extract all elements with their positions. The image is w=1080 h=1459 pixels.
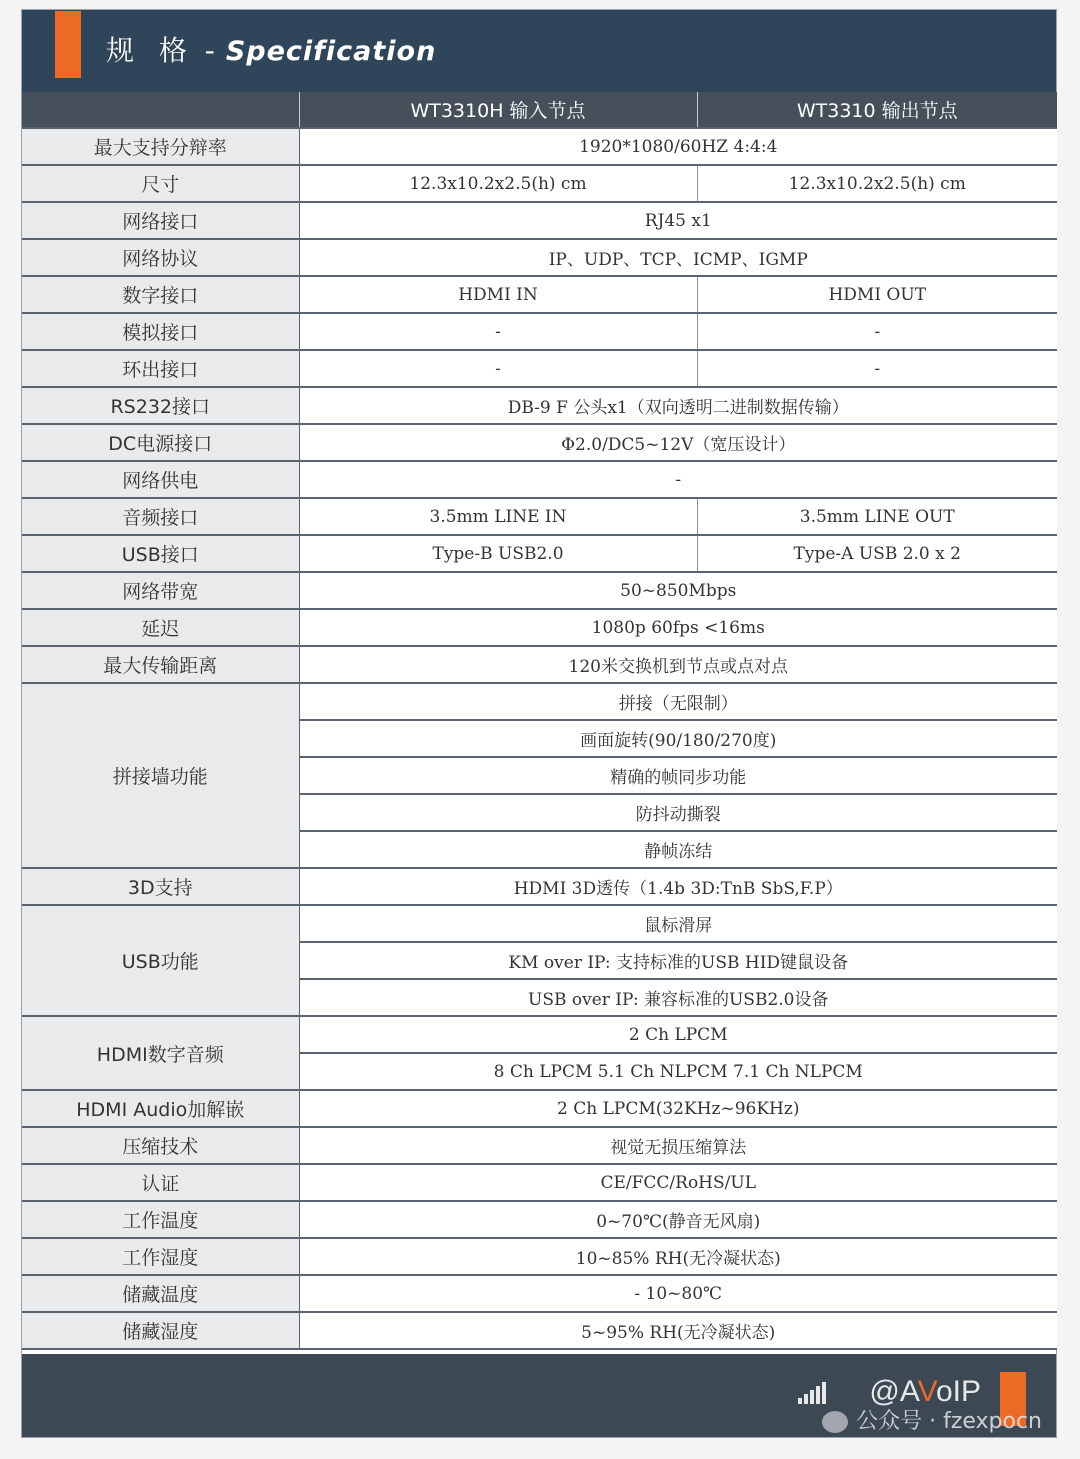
row-label: 环出接口 — [22, 350, 299, 387]
title-separator: - — [194, 34, 226, 67]
row-value: 画面旋转(90/180/270度) — [299, 720, 1057, 757]
row-value: RJ45 x1 — [299, 202, 1057, 239]
row-value: 防抖动撕裂 — [299, 794, 1057, 831]
row-value: 2 Ch LPCM — [299, 1016, 1057, 1053]
column-header-input: WT3310H 输入节点 — [299, 92, 697, 128]
table-row — [22, 1164, 1057, 1201]
row-value: 120米交换机到节点或点对点 — [299, 646, 1057, 683]
output-value: Type-A USB 2.0 x 2 — [697, 535, 1057, 572]
output-value: 3.5mm LINE OUT — [697, 498, 1057, 535]
row-label: 模拟接口 — [22, 313, 299, 350]
table-row — [22, 424, 1057, 461]
row-label: 储藏湿度 — [22, 1312, 299, 1349]
row-value: 1920*1080/60HZ 4:4:4 — [299, 128, 1057, 165]
row-value: - — [299, 461, 1057, 498]
row-value: USB over IP: 兼容标准的USB2.0设备 — [299, 979, 1057, 1016]
footer-bar — [22, 1354, 1056, 1437]
row-label: HDMI数字音频 — [22, 1016, 299, 1090]
row-label: 工作温度 — [22, 1201, 299, 1238]
row-label: 网络接口 — [22, 202, 299, 239]
output-value: - — [697, 313, 1057, 350]
spec-table — [22, 92, 1057, 1350]
row-value: 50~850Mbps — [299, 572, 1057, 609]
row-label: 3D支持 — [22, 868, 299, 905]
table-row — [22, 1127, 1057, 1164]
row-label: 音频接口 — [22, 498, 299, 535]
row-label: 拼接墙功能 — [22, 683, 299, 868]
output-value: - — [697, 350, 1057, 387]
title-english: Specification — [225, 36, 437, 67]
table-row — [22, 1312, 1057, 1349]
table-row — [22, 646, 1057, 683]
output-value: HDMI OUT — [697, 276, 1057, 313]
row-value: 静帧冻结 — [299, 831, 1057, 868]
row-label: USB功能 — [22, 905, 299, 1016]
row-value: 1080p 60fps <16ms — [299, 609, 1057, 646]
table-row — [22, 905, 1057, 942]
table-row — [22, 239, 1057, 276]
column-header-output: WT3310 输出节点 — [697, 92, 1057, 128]
title-banner — [22, 10, 1056, 92]
row-value: 8 Ch LPCM 5.1 Ch NLPCM 7.1 Ch NLPCM — [299, 1053, 1057, 1090]
output-value: 12.3x10.2x2.5(h) cm — [697, 165, 1057, 202]
row-label: 认证 — [22, 1164, 299, 1201]
table-row — [22, 1201, 1057, 1238]
row-label: 延迟 — [22, 609, 299, 646]
row-label: 网络带宽 — [22, 572, 299, 609]
table-row — [22, 1016, 1057, 1053]
row-value: 鼠标滑屏 — [299, 905, 1057, 942]
row-value: Φ2.0/DC5~12V（宽压设计） — [299, 424, 1057, 461]
column-header-row — [22, 92, 1057, 128]
row-value: 10~85% RH(无冷凝状态) — [299, 1238, 1057, 1275]
header-blank-cell — [22, 92, 299, 128]
signal-bars-icon — [798, 1382, 826, 1404]
row-value: 5~95% RH(无冷凝状态) — [299, 1312, 1057, 1349]
table-row — [22, 128, 1057, 165]
row-value: 视觉无损压缩算法 — [299, 1127, 1057, 1164]
row-label: DC电源接口 — [22, 424, 299, 461]
row-label: 最大传输距离 — [22, 646, 299, 683]
row-label: 最大支持分辩率 — [22, 128, 299, 165]
table-row — [22, 165, 1057, 202]
table-row — [22, 276, 1057, 313]
table-row — [22, 609, 1057, 646]
row-label: 压缩技术 — [22, 1127, 299, 1164]
table-row — [22, 868, 1057, 905]
table-row — [22, 1275, 1057, 1312]
input-value: - — [299, 350, 697, 387]
table-row — [22, 683, 1057, 720]
row-value: 精确的帧同步功能 — [299, 757, 1057, 794]
row-value: 0~70℃(静音无风扇) — [299, 1201, 1057, 1238]
table-row — [22, 572, 1057, 609]
row-value: CE/FCC/RoHS/UL — [299, 1164, 1057, 1201]
avoip-logo: @AVoIP — [869, 1375, 981, 1408]
row-label: 网络协议 — [22, 239, 299, 276]
row-label: 储藏温度 — [22, 1275, 299, 1312]
wechat-icon — [822, 1411, 848, 1433]
input-value: HDMI IN — [299, 276, 697, 313]
row-value: - 10~80℃ — [299, 1275, 1057, 1312]
table-row — [22, 202, 1057, 239]
row-value: 拼接（无限制） — [299, 683, 1057, 720]
row-value: HDMI 3D透传（1.4b 3D:TnB SbS,F.P） — [299, 868, 1057, 905]
table-row — [22, 498, 1057, 535]
table-row — [22, 1238, 1057, 1275]
row-value: IP、UDP、TCP、ICMP、IGMP — [299, 239, 1057, 276]
input-value: Type-B USB2.0 — [299, 535, 697, 572]
input-value: 3.5mm LINE IN — [299, 498, 697, 535]
title-chinese: 规 格 — [106, 34, 195, 67]
row-label: 尺寸 — [22, 165, 299, 202]
row-label: 网络供电 — [22, 461, 299, 498]
row-label: 数字接口 — [22, 276, 299, 313]
table-row — [22, 1090, 1057, 1127]
row-value: DB-9 F 公头x1（双向透明二进制数据传输） — [299, 387, 1057, 424]
spec-sheet — [21, 9, 1057, 1438]
input-value: - — [299, 313, 697, 350]
row-value: 2 Ch LPCM(32KHz~96KHz) — [299, 1090, 1057, 1127]
row-label: RS232接口 — [22, 387, 299, 424]
row-label: USB接口 — [22, 535, 299, 572]
wechat-watermark: 公众号 · fzexpocn — [822, 1404, 1042, 1435]
input-value: 12.3x10.2x2.5(h) cm — [299, 165, 697, 202]
table-row — [22, 313, 1057, 350]
page-title — [106, 28, 436, 74]
table-row — [22, 387, 1057, 424]
row-label: HDMI Audio加解嵌 — [22, 1090, 299, 1127]
row-value: KM over IP: 支持标准的USB HID键鼠设备 — [299, 942, 1057, 979]
table-row — [22, 461, 1057, 498]
orange-accent-bar — [55, 11, 81, 78]
table-row — [22, 535, 1057, 572]
table-row — [22, 350, 1057, 387]
row-label: 工作湿度 — [22, 1238, 299, 1275]
